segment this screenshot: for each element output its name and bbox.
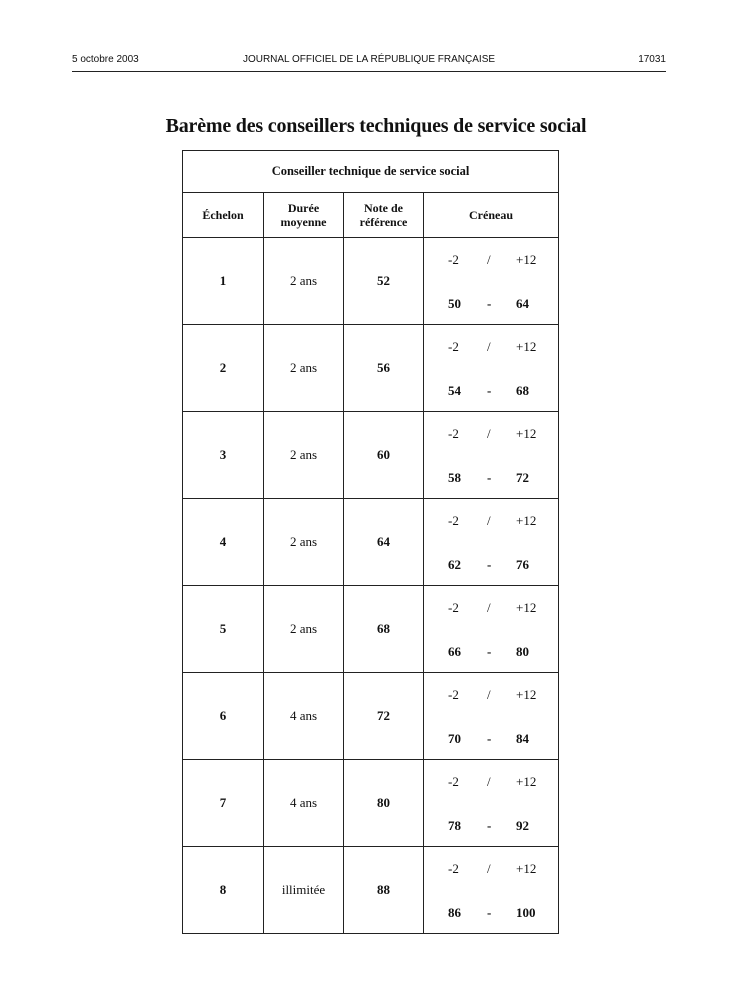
cell-echelon: 4 [183,499,264,586]
cell-note-reference: 68 [344,586,424,673]
table-row [183,847,559,934]
creneau-offset-line [424,774,558,790]
creneau-range-high: 92 [516,818,529,833]
creneau-offset-high: +12 [516,513,537,528]
cell-duree: 2 ans [264,412,344,499]
table-row [183,760,559,847]
creneau-range-high: 80 [516,644,529,659]
cell-creneau [424,325,559,412]
cell-creneau [424,673,559,760]
cell-note-reference: 80 [344,760,424,847]
creneau-offset-low: -2 [448,252,459,267]
cell-echelon: 8 [183,847,264,934]
column-header-echelon: Échelon [183,193,264,238]
creneau-range-line [424,644,558,660]
creneau-range-line [424,296,558,312]
cell-note-reference: 60 [344,412,424,499]
cell-duree: 2 ans [264,325,344,412]
table-row [183,673,559,760]
creneau-range-low: 66 [448,644,461,659]
cell-echelon: 6 [183,673,264,760]
creneau-range-separator: - [487,296,492,311]
cell-creneau [424,760,559,847]
cell-duree: 4 ans [264,760,344,847]
header-date: 5 octobre 2003 [72,54,139,65]
creneau-range-high: 76 [516,557,529,572]
creneau-range-high: 100 [516,905,536,920]
cell-duree: 2 ans [264,238,344,325]
cell-duree: 2 ans [264,586,344,673]
table-body [183,238,559,934]
creneau-offset-separator: / [487,774,491,789]
creneau-range-low: 50 [448,296,461,311]
cell-echelon: 3 [183,412,264,499]
creneau-range-high: 68 [516,383,529,398]
creneau-offset-high: +12 [516,339,537,354]
creneau-range-low: 58 [448,470,461,485]
cell-echelon: 5 [183,586,264,673]
table-caption: Conseiller technique de service social [183,151,559,193]
cell-note-reference: 88 [344,847,424,934]
cell-echelon: 1 [183,238,264,325]
creneau-range-high: 64 [516,296,529,311]
table-row [183,238,559,325]
cell-note-reference: 64 [344,499,424,586]
creneau-offset-separator: / [487,252,491,267]
creneau-range-low: 86 [448,905,461,920]
table-row [183,499,559,586]
running-header [72,54,666,68]
table-column-headers [183,193,559,238]
creneau-range-separator: - [487,557,492,572]
creneau-offset-line [424,426,558,442]
creneau-offset-line [424,339,558,355]
creneau-range-low: 54 [448,383,461,398]
column-header-note-line1: Note de [364,201,403,215]
column-header-note-line2: référence [359,215,408,229]
cell-creneau [424,586,559,673]
cell-creneau [424,412,559,499]
column-header-duree-line2: moyenne [280,215,327,229]
cell-echelon: 2 [183,325,264,412]
creneau-offset-low: -2 [448,426,459,441]
creneau-offset-line [424,513,558,529]
creneau-range-high: 84 [516,731,529,746]
creneau-offset-separator: / [487,861,491,876]
column-header-creneau: Créneau [424,193,559,238]
creneau-range-separator: - [487,818,492,833]
creneau-offset-low: -2 [448,600,459,615]
header-rule [72,71,666,72]
creneau-range-separator: - [487,470,492,485]
creneau-range-separator: - [487,383,492,398]
creneau-offset-low: -2 [448,513,459,528]
creneau-offset-high: +12 [516,600,537,615]
column-header-duree [264,193,344,238]
cell-duree: 2 ans [264,499,344,586]
creneau-offset-low: -2 [448,339,459,354]
cell-note-reference: 72 [344,673,424,760]
creneau-offset-low: -2 [448,774,459,789]
cell-creneau [424,238,559,325]
creneau-offset-line [424,252,558,268]
creneau-range-separator: - [487,905,492,920]
table-row [183,412,559,499]
creneau-range-line [424,470,558,486]
cell-note-reference: 56 [344,325,424,412]
creneau-offset-separator: / [487,339,491,354]
creneau-range-separator: - [487,731,492,746]
header-page-number: 17031 [638,54,666,65]
creneau-offset-separator: / [487,426,491,441]
creneau-range-separator: - [487,644,492,659]
creneau-range-line [424,557,558,573]
header-journal-name: JOURNAL OFFICIEL DE LA RÉPUBLIQUE FRANÇAISE [242,54,496,65]
creneau-offset-high: +12 [516,861,537,876]
creneau-offset-high: +12 [516,687,537,702]
document-title: Barème des conseillers techniques de service social [165,115,587,137]
creneau-range-line [424,905,558,921]
bareme-table [182,150,559,934]
cell-duree: illimitée [264,847,344,934]
creneau-offset-high: +12 [516,252,537,267]
table-row [183,586,559,673]
creneau-range-line [424,731,558,747]
creneau-offset-high: +12 [516,426,537,441]
cell-creneau [424,499,559,586]
creneau-range-high: 72 [516,470,529,485]
creneau-range-low: 78 [448,818,461,833]
column-header-duree-line1: Durée [287,201,320,215]
creneau-offset-line [424,861,558,877]
creneau-offset-low: -2 [448,687,459,702]
creneau-range-line [424,818,558,834]
creneau-offset-low: -2 [448,861,459,876]
creneau-offset-line [424,687,558,703]
cell-duree: 4 ans [264,673,344,760]
creneau-offset-separator: / [487,687,491,702]
creneau-range-low: 70 [448,731,461,746]
creneau-offset-line [424,600,558,616]
cell-echelon: 7 [183,760,264,847]
table-row [183,325,559,412]
cell-note-reference: 52 [344,238,424,325]
column-header-note [344,193,424,238]
creneau-range-line [424,383,558,399]
creneau-offset-separator: / [487,600,491,615]
creneau-range-low: 62 [448,557,461,572]
cell-creneau [424,847,559,934]
creneau-offset-high: +12 [516,774,537,789]
creneau-offset-separator: / [487,513,491,528]
